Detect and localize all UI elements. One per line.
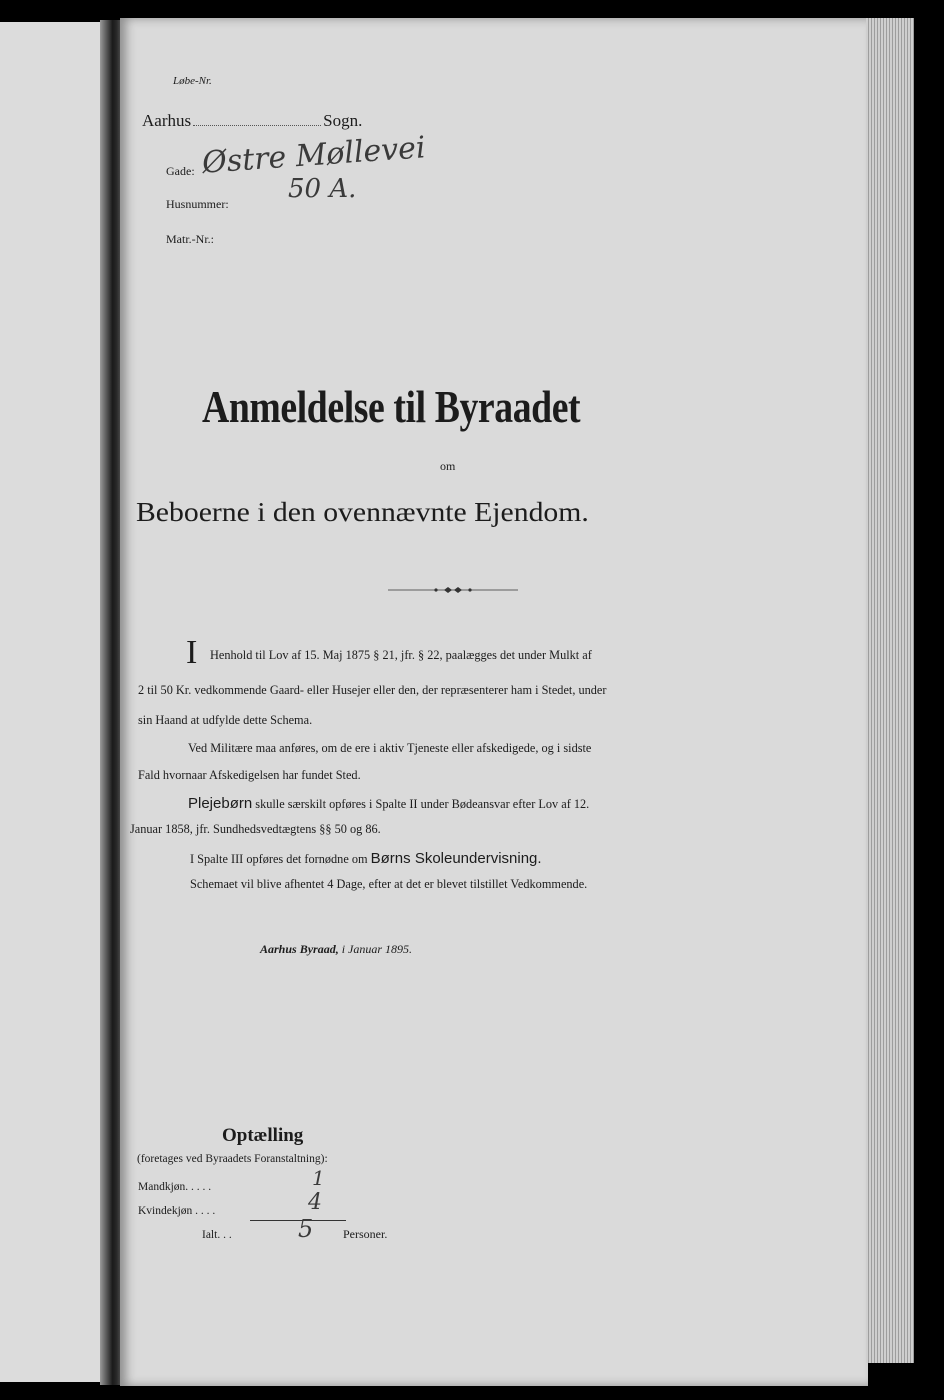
foster-children-term: Plejebørn [188, 795, 253, 812]
issuer-name: Aarhus Byraad, [260, 942, 339, 956]
parish-dotted-line [193, 125, 321, 126]
paragraph-line: Januar 1858, jfr. Sundhedsvedtægtens §§ 50 og 86. [130, 822, 381, 836]
persons-label: Personer. [343, 1227, 388, 1241]
male-count-value: 1 [312, 1166, 325, 1190]
female-count-label: Kvindekjøn . . . . [138, 1205, 216, 1217]
paragraph-line: Schemaet vil blive afhentet 4 Dage, efter at det er blevet tilstillet Vedkommende. [190, 877, 588, 891]
left-facing-page [0, 22, 112, 1382]
count-title: Optælling [222, 1125, 304, 1146]
street-value: Østre Møllevei [201, 130, 427, 181]
title-connector: om [440, 459, 456, 473]
schooling-term: Børns Skoleundervisning. [370, 850, 542, 867]
sogn-label: Sogn. [323, 111, 363, 130]
paragraph-line: 2 til 50 Kr. vedkommende Gaard- eller Husejer eller den, der repræsenterer ham i Stedet, under [138, 683, 607, 697]
document-subtitle: Beboerne i den ovennævnte Ejendom. [136, 497, 589, 527]
total-count-value: 5 [298, 1215, 314, 1243]
paragraph-text: skulle særskilt opføres i Spalte II under Bødeansvar efter Lov af 12. [252, 797, 590, 811]
paragraph-line [188, 795, 589, 812]
parish-field [142, 111, 362, 131]
female-count-value: 4 [308, 1190, 322, 1215]
issue-date: i Januar 1895. [338, 942, 413, 956]
paragraph-line: Henhold til Lov af 15. Maj 1875 § 21, jfr. § 22, paalægges det under Mulkt af [210, 648, 592, 662]
loebe-nr-label: Løbe-Nr. [173, 75, 212, 87]
aarhus-label: Aarhus [142, 111, 192, 130]
house-number-label: Husnummer: [166, 197, 229, 211]
male-count-label: Mandkjøn. . . . . [138, 1181, 212, 1193]
paragraph-line: Fald hvornaar Afskedigelsen har fundet Sted. [138, 768, 361, 782]
page-stack-edges [866, 18, 914, 1363]
paragraph-line: sin Haand at udfylde dette Schema. [138, 713, 313, 727]
drop-cap: I [186, 634, 198, 671]
form-page [120, 18, 868, 1386]
cadastral-number-label: Matr.-Nr.: [166, 232, 214, 246]
issuer-signature [260, 942, 412, 957]
total-count-label: Ialt. . . [202, 1229, 232, 1241]
paragraph-text: I Spalte III opføres det fornødne om [190, 852, 371, 866]
street-label: Gade: [166, 164, 195, 178]
house-number-value: 50 A. [288, 174, 357, 204]
paragraph-line: Ved Militære maa anføres, om de ere i aktiv Tjeneste eller afskedigede, og i sidste [188, 741, 592, 755]
divider-ornament [388, 583, 518, 597]
count-subtitle: (foretages ved Byraadets Foranstaltning): [137, 1153, 328, 1165]
document-title: Anmeldelse til Byraadet [202, 381, 581, 432]
paragraph-line [190, 850, 542, 867]
